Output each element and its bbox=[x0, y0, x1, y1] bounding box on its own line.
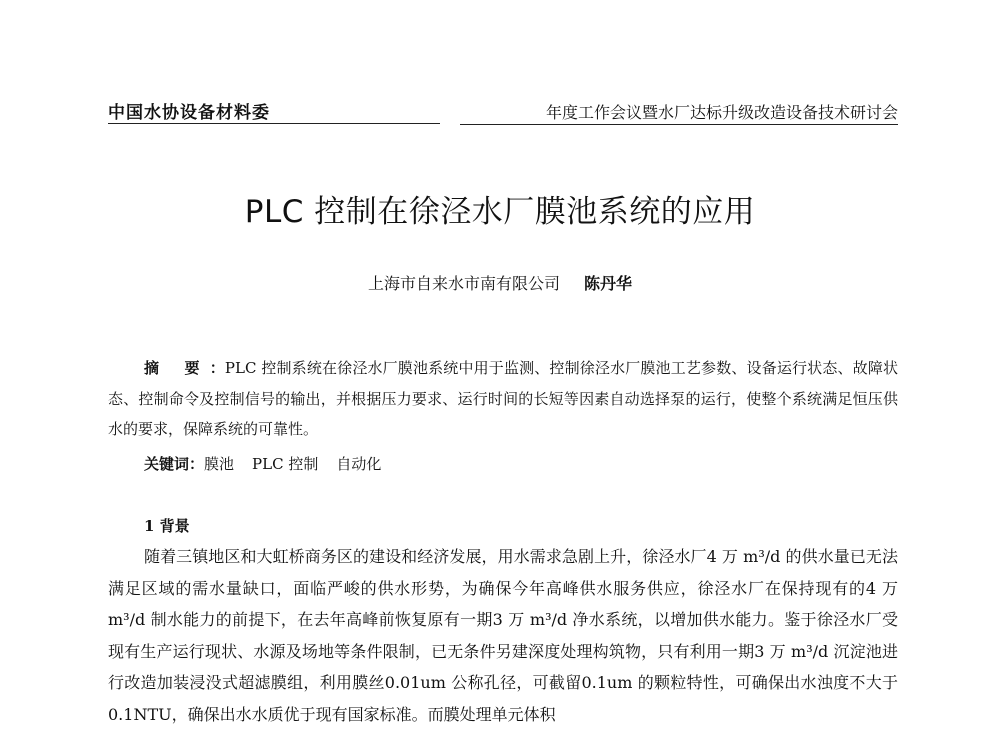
paper-title: PLC 控制在徐泾水厂膜池系统的应用 bbox=[244, 194, 756, 230]
section-heading: 1 背景 bbox=[144, 517, 190, 535]
abstract-label: 摘 要 bbox=[144, 359, 210, 377]
affiliation: 上海市自来水市南有限公司 bbox=[367, 274, 560, 293]
keywords bbox=[144, 453, 898, 474]
body-paragraph: 随着三镇地区和大虹桥商务区的建设和经济发展，用水需求急剧上升，徐泾水厂4 万 m³/d 的供水量已无法满足区域的需水量缺口，面临严峻的供水形势，为确保今年高峰供水服务供应，徐泾水厂在保持现有的4 万 m³/d 制水能力的前提下，在去年高峰前恢复原有一期3 万 m³/d 净水系统，以增加供水能力。鉴于徐泾水厂受现有生产运行现状、水源及场地等条件限制，已无条件另建深度处理构筑物，只有利用一期3 万 m³/d 沉淀池进行改造加装浸没式超滤膜组，利用膜丝0.01um 公称孔径，可截留0.1um 的颗粒特性，可确保出水浊度不大于0.1NTU，确保出水水质优于现有国家标准。而膜处理单元体积 bbox=[108, 547, 898, 724]
abstract bbox=[108, 353, 898, 445]
running-header-left: 中国水协设备材料委 bbox=[108, 98, 440, 124]
running-header-right: 年度工作会议暨水厂达标升级改造设备技术研讨会 bbox=[460, 100, 898, 125]
keyword: 自动化 bbox=[336, 455, 382, 473]
keyword: PLC 控制 bbox=[252, 455, 319, 473]
byline bbox=[100, 271, 900, 294]
abstract-colon: ： bbox=[209, 359, 225, 377]
abstract-text: PLC 控制系统在徐泾水厂膜池系统中用于监测、控制徐泾水厂膜池工艺参数、设备运行状态、故障状态、控制命令及控制信号的输出，并根据压力要求、运行时间的长短等因素自动选择泵的运行，使整个系统满足恒压供水的要求，保障系统的可靠性。 bbox=[108, 359, 898, 438]
author: 陈丹华 bbox=[584, 274, 633, 293]
keywords-label: 关键词： bbox=[144, 455, 205, 473]
keyword: 膜池 bbox=[204, 455, 235, 473]
